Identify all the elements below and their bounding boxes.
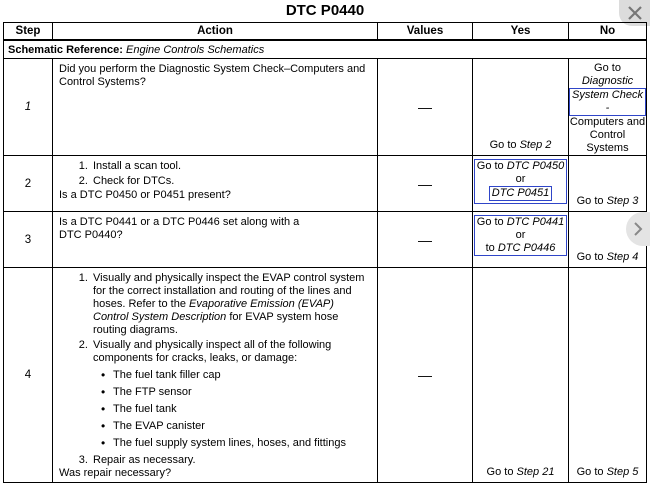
bullet-item: • The EVAP canister xyxy=(111,420,367,433)
table-row xyxy=(4,59,647,156)
yes-cell xyxy=(473,212,569,268)
chevron-right-icon xyxy=(633,222,643,236)
schematic-label: Schematic Reference: xyxy=(8,43,123,56)
header-row xyxy=(4,23,647,41)
action-cell: Is a DTC P0441 or a DTC P0446 set along with a DTC P0440? xyxy=(53,212,378,268)
values-cell: — xyxy=(378,59,473,156)
header-yes: Yes xyxy=(473,23,569,41)
diagnostic-table xyxy=(3,22,647,483)
bullet-item: • The fuel tank xyxy=(111,403,367,416)
header-values: Values xyxy=(378,23,473,41)
yes-link[interactable]: Go to Step 21 xyxy=(486,466,555,478)
no-cell xyxy=(569,156,647,212)
no-cell xyxy=(569,268,647,483)
schematic-reference xyxy=(4,40,647,59)
step-number: 2 xyxy=(4,156,53,212)
schematic-link[interactable]: Engine Controls Schematics xyxy=(126,43,265,56)
step-number: 3 xyxy=(4,212,53,268)
values-cell: — xyxy=(378,268,473,483)
list-item: 3. Repair as necessary. xyxy=(91,454,367,467)
bullet-item: • The fuel supply system lines, hoses, and fittings xyxy=(111,437,367,450)
schematic-row xyxy=(4,40,647,59)
step-number: 1 xyxy=(4,59,53,156)
bullet-item: • The FTP sensor xyxy=(111,386,367,399)
action-cell xyxy=(53,268,378,483)
table-row xyxy=(4,212,647,268)
values-cell: — xyxy=(378,156,473,212)
yes-cell xyxy=(473,156,569,212)
yes-link[interactable]: Go to DTC P0450 or DTC P0451 xyxy=(474,159,567,204)
list-item: 1. Visually and physically inspect the EVAP control system for the correct installation and routing of the lines and hoses. Refer to the Evaporative Emission (EVAP) Control System Description for EVAP system hose routing diagrams. xyxy=(91,272,367,337)
header-action: Action xyxy=(53,23,378,41)
yes-link[interactable]: Go to Step 2 xyxy=(489,139,552,151)
yes-cell xyxy=(473,59,569,156)
no-link[interactable]: Go to Step 4 xyxy=(576,251,639,263)
no-cell xyxy=(569,59,647,156)
step-number: 4 xyxy=(4,268,53,483)
values-cell: — xyxy=(378,212,473,268)
no-link[interactable]: Go to Step 3 xyxy=(576,195,639,207)
table-row xyxy=(4,156,647,212)
list-item: 2. Check for DTCs. xyxy=(91,175,373,188)
question-text: Is a DTC P0450 or P0451 present? xyxy=(59,189,231,201)
action-cell: Did you perform the Diagnostic System Check–Computers and Control Systems? xyxy=(53,59,378,156)
header-step: Step xyxy=(4,23,53,41)
list-item: 2. Visually and physically inspect all of the following components for cracks, leaks, or damage: • The fuel tank filler cap • The FTP sensor • The fuel tank • The EVAP canister • The fuel supply system lines, hoses, and fittings xyxy=(91,339,367,450)
page-title: DTC P0440 xyxy=(285,2,365,19)
question-text: Was repair necessary? xyxy=(59,467,172,479)
close-icon xyxy=(628,6,642,20)
action-cell xyxy=(53,156,378,212)
table-row xyxy=(4,268,647,483)
list-item: 1. Install a scan tool. xyxy=(91,160,373,173)
yes-link[interactable]: Go to DTC P0441 or to DTC P0446 xyxy=(474,215,567,256)
no-link[interactable]: Go to Step 5 xyxy=(576,466,639,478)
no-link[interactable]: Go to Diagnostic System Check - Computers and Control Systems xyxy=(569,62,646,154)
yes-cell xyxy=(473,268,569,483)
bullet-item: • The fuel tank filler cap xyxy=(111,369,367,382)
description-link[interactable]: Evaporative Emission (EVAP) Control System Description xyxy=(93,298,334,323)
header-no: No xyxy=(569,23,647,41)
